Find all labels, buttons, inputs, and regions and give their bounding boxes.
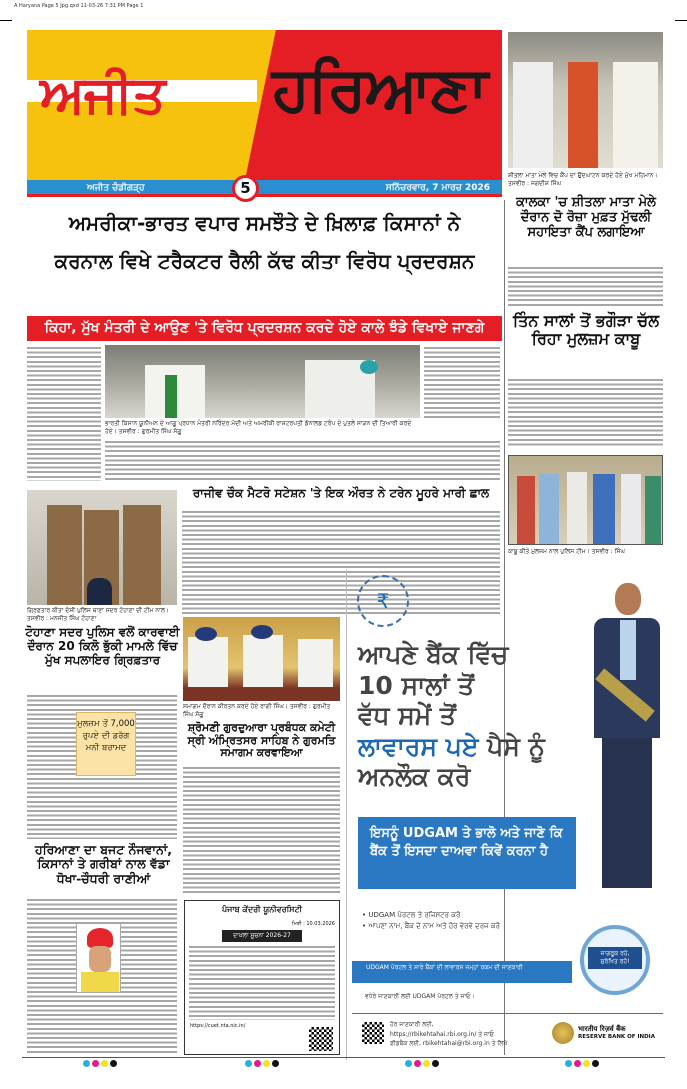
ad-qr-code xyxy=(362,1022,384,1044)
rbi-link[interactable]: https://rbikehtahai.rbi.org.in/ ਤੇ ਜਾਓ xyxy=(390,1030,494,1038)
bottom-rule xyxy=(22,1057,665,1058)
notice-subtitle: ਦਾਖ਼ਲਾ ਸੂਚਨਾ 2026-27 xyxy=(222,930,302,942)
color-registration-dots xyxy=(405,1060,439,1067)
absconder-headline: ਤਿੰਨ ਸਾਲਾਂ ਤੋਂ ਭਗੌੜਾ ਚੱਲ ਰਿਹਾ ਮੁਲਜ਼ਮ ਕਾਬੂ xyxy=(512,311,660,349)
ad-udgam-strip: UDGAM ਪੋਰਟਲ ਤੇ ਸਾਰੇ ਬੈਂਕਾਂ ਦੀ ਲਾਵਾਰਸ ਜਮ੍ਹਾਂ ਰਕਮ ਦੀ ਜਾਣਕਾਰੀ xyxy=(352,961,572,983)
rbi-name: भारतीय रिज़र्व बैंक RESERVE BANK OF INDIA xyxy=(578,1025,655,1041)
ad-udgam-box: ਇਸਨੂੰ UDGAM ਤੇ ਭਾਲੋ ਅਤੇ ਜਾਣੋ ਕਿ ਬੈਂਕ ਤੋਂ ਇਸਦਾ ਦਾਅਵਾ ਕਿਵੇਂ ਕਰਨਾ ਹੈ xyxy=(358,817,576,889)
ad-bullets: • UDGAM ਪੋਰਟਲ ਤੇ ਰਜਿਸਟਰ ਕਰੋ • ਆਪਣਾ ਨਾਮ, ਬੈਂਕ ਦੇ ਨਾਮ ਅਤੇ ਹੋਰ ਵੇਰਵੇ ਦਰਜ ਕਰੋ xyxy=(362,911,500,931)
kalka-camp-photo xyxy=(508,32,663,168)
crop-mark xyxy=(0,20,12,21)
ad-footer-text: ਹੋਰ ਜਾਣਕਾਰੀ ਲਈ, https://rbikehtahai.rbi.org.in/ ਤੇ ਜਾਓ ਫੀਡਬੈਕ ਲਈ, rbikehtahai@rbi.org.in ਤੇ ਲਿਖੋ xyxy=(390,1021,508,1048)
kalka-headline: ਕਾਲਕਾ 'ਚ ਸ਼ੀਤਲਾ ਮਾਤਾ ਮੇਲੇ ਦੌਰਾਨ ਦੋ ਰੋਜ਼ਾ ਮੁਫ਼ਤ ਮੁੱਢਲੀ ਸਹਾਇਤਾ ਕੈਂਪ ਲਗਾਇਆ xyxy=(516,195,656,240)
rbi-emblem-icon xyxy=(552,1022,574,1044)
crop-mark xyxy=(675,20,687,21)
masthead-strip xyxy=(27,180,502,197)
police-photo xyxy=(27,490,177,605)
gurmat-article-body xyxy=(183,766,340,896)
color-registration-dots xyxy=(565,1060,599,1067)
ad-badge: ਜਾਗਰੂਕ ਰਹੋ, ਸੁਰੱਖਿਤ ਰਹੋ! xyxy=(580,925,650,995)
rupee-search-logo-icon: ₹ xyxy=(357,575,409,627)
date: ਸਨਿੱਚਰਵਾਰ, 7 ਮਾਰਚ 2026 xyxy=(385,183,490,193)
lead-headline-2: ਕਰਨਾਲ ਵਿਖੇ ਟਰੈਕਟਰ ਰੈਲੀ ਕੱਢ ਕੀਤਾ ਵਿਰੋਧ ਪ੍ਰਦਰਸ਼ਨ xyxy=(54,249,475,273)
lead-headline-1: ਅਮਰੀਕਾ-ਭਾਰਤ ਵਪਾਰ ਸਮਝੌਤੇ ਦੇ ਖ਼ਿਲਾਫ਼ ਕਿਸਾਨਾਂ ਨੇ xyxy=(68,211,461,235)
ad-model-image xyxy=(590,578,665,893)
farmers-protest-photo xyxy=(105,345,420,418)
ad-divider xyxy=(346,570,347,1060)
masthead-logo-ajit: ਅਜੀਤ xyxy=(40,65,165,125)
ad-note: ਵਧੇਰੇ ਜਾਣਕਾਰੀ ਲਈ UDGAM ਪੋਰਟਲ ਤੇ ਜਾਓ। xyxy=(365,993,475,1000)
police-caption: ਗ੍ਰਿਫ਼ਤਾਰ ਕੀਤਾ ਦੋਸ਼ੀ ਪੁਲਿਸ ਥਾਣਾ ਸਦਰ ਟੋਹਾਣਾ ਦੀ ਟੀਮ ਨਾਲ। ਤਸਵੀਰ : ਮਨਜੀਤ ਸਿੰਘ ਟੋਹਾਣਾ xyxy=(27,607,169,622)
notice-title: ਪੰਜਾਬ ਕੇਂਦਰੀ ਯੂਨੀਵਰਸਿਟੀ xyxy=(221,905,303,914)
lead-article-body xyxy=(27,346,101,481)
notice-url[interactable]: https://cuet.nta.nic.in/ xyxy=(190,1023,246,1029)
gurmat-headline: ਸ਼੍ਰੋਮਣੀ ਗੁਰਦੁਆਰਾ ਪ੍ਰਬੰਧਕ ਕਮੇਟੀ ਸ੍ਰੀ ਅੰਮ੍ਰਿਤਸਰ ਸਾਹਿਬ ਨੇ ਗੁਰਮਤਿ ਸਮਾਗਮ ਕਰਵਾਇਆ xyxy=(187,721,336,760)
police-headline: ਟੋਹਾਣਾ ਸਦਰ ਪੁਲਿਸ ਵਲੋਂ ਕਾਰਵਾਈ ਦੌਰਾਨ 20 ਕਿਲੋ ਭੁੱਕੀ ਮਾਮਲੇ ਵਿੱਚ ਮੁੱਖ ਸਪਲਾਇਰ ਗ੍ਰਿਫ਼ਤਾਰ xyxy=(25,625,180,667)
author-portrait xyxy=(76,923,121,993)
lead-subhead-banner: ਕਿਹਾ, ਮੁੱਖ ਮੰਤਰੀ ਦੇ ਆਉਣ 'ਤੇ ਵਿਰੋਧ ਪ੍ਰਦਰਸ਼ਨ ਕਰਦੇ ਹੋਏ ਕਾਲੇ ਝੰਡੇ ਵਿਖਾਏ ਜਾਣਗੇ xyxy=(27,316,502,341)
lead-headline xyxy=(27,204,502,280)
gurmat-caption: ਸਮਾਗਮ ਦੌਰਾਨ ਕੀਰਤਨ ਕਰਦੇ ਹੋਏ ਰਾਗੀ ਸਿੰਘ। ਤਸਵੀਰ : ਗੁਰਮੀਤ ਸਿੰਘ ਸੱਗੂ xyxy=(183,703,331,718)
absconder-photo xyxy=(508,455,663,545)
print-slug: A Haryana Page 5 Jpg.qxd 11-03-26 7:31 PM Page 1 xyxy=(14,3,144,9)
lead-article-body-2 xyxy=(105,440,500,482)
notice-date: ਮਿਤੀ : 10.03.2026 xyxy=(291,921,335,927)
edition: ਅਜੀਤ ਚੰਡੀਗੜ੍ਹ xyxy=(87,183,145,193)
ad-headline: ਆਪਣੇ ਬੈਂਕ ਵਿੱਚ 10 ਸਾਲਾਂ ਤੋਂ ਵੱਧ ਸਮੇਂ ਤੋਂ ਲਾਵਾਰਸ ਪਏ ਪੈਸੇ ਨੂੰ ਅਨਲੌਕ ਕਰੋ xyxy=(358,640,545,791)
budget-headline: ਹਰਿਆਣਾ ਦਾ ਬਜਟ ਨੌਜਵਾਨਾਂ, ਕਿਸਾਨਾਂ ਤੇ ਗਰੀਬਾਂ ਨਾਲ ਵੱਡਾ ਧੋਖਾ-ਚੌਧਰੀ ਰਾਣੀਆਂ xyxy=(34,842,173,886)
kalka-photo-caption: ਸ਼ੀਤਲਾ ਮਾਤਾ ਮੇਲੇ ਵਿਚ ਕੈਂਪ ਦਾ ਉਦਘਾਟਨ ਕਰਦੇ ਹੋਏ ਮੁੱਖ ਮਹਿਮਾਨ। ਤਸਵੀਰ : ਜਗਦੀਸ਼ ਸਿੰਘ xyxy=(508,172,658,187)
ad-footer-rule xyxy=(352,1013,663,1014)
page-number: 5 xyxy=(232,175,259,202)
lead-photo-caption: ਭਾਰਤੀ ਕਿਸਾਨ ਯੂਨੀਅਨ ਦੇ ਆਗੂ ਪ੍ਰਧਾਨ ਮੰਤਰੀ ਨਰਿੰਦਰ ਮੋਦੀ ਅਤੇ ਅਮਰੀਕੀ ਰਾਸ਼ਟਰਪਤੀ ਡੋਨਾਲਡ ਟਰੰਪ ਦੇ ਪੁਤਲੇ ਸਾੜਨ ਦੀ ਤਿਆਰੀ ਕਰਦੇ ਹੋਏ। ਤਸਵੀਰ : ਗੁਰਮੀਤ ਸਿੰਘ ਸੱਗੂ xyxy=(105,420,412,435)
kalka-article-body xyxy=(508,266,663,308)
drug-money-box: ਮੁਲਜ਼ਮ ਤੋਂ 7,000 ਰੁਪਏ ਦੀ ਡਰੱਗ ਮਨੀ ਬਰਾਮਦ xyxy=(76,712,136,776)
absconder-caption: ਕਾਬੂ ਕੀਤੇ ਮੁਲਜ਼ਮ ਨਾਲ ਪੁਲਿਸ ਟੀਮ। ਤਸਵੀਰ : ਸਿੰਘ xyxy=(508,548,625,555)
qr-code xyxy=(309,1027,333,1051)
absconder-article-body xyxy=(508,378,663,448)
color-registration-dots xyxy=(245,1060,279,1067)
lead-article-sidebar xyxy=(424,346,500,418)
gurmat-photo xyxy=(183,617,340,701)
metro-article-body xyxy=(182,510,500,614)
metro-headline: ਰਾਜੀਵ ਚੌਕ ਮੈਟਰੋ ਸਟੇਸ਼ਨ 'ਤੇ ਇਕ ਔਰਤ ਨੇ ਟਰੇਨ ਮੂਹਰੇ ਮਾਰੀ ਛਾਲ xyxy=(192,486,490,500)
university-notice xyxy=(184,900,340,1055)
color-registration-dots xyxy=(83,1060,117,1067)
masthead-logo-haryana: ਹਰਿਆਣਾ xyxy=(272,52,487,125)
